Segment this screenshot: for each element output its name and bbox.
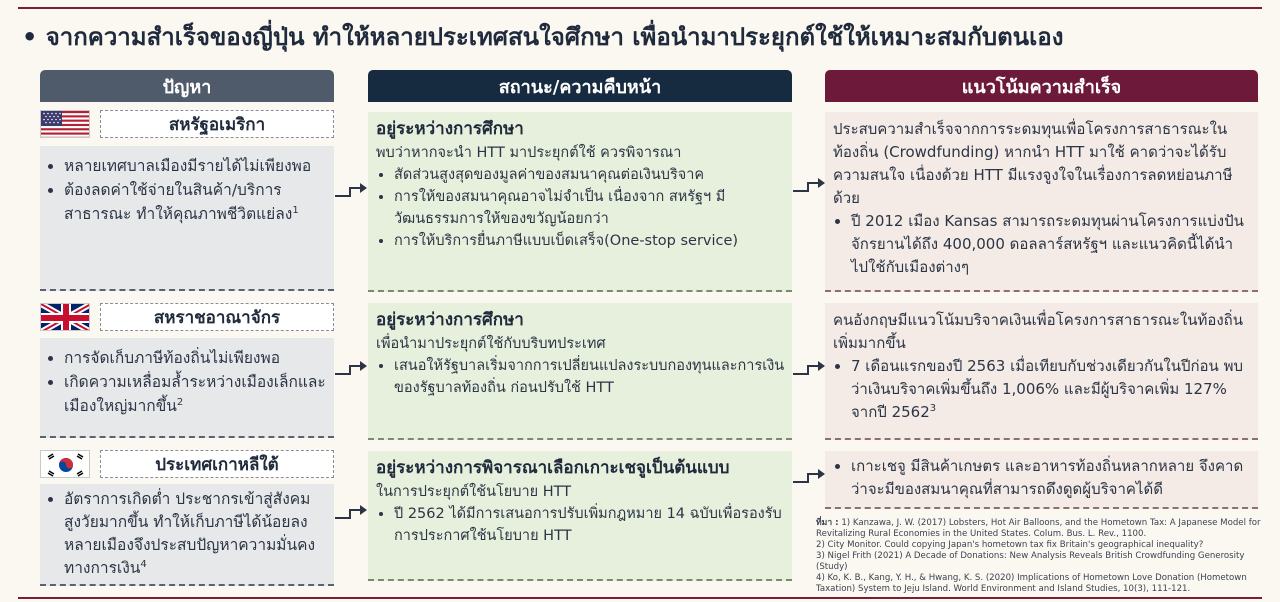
reference-item: 1) Kanzawa, J. W. (2017) Lobsters, Hot Air Balloons, and the Hometown Tax: A Japanese Model for Revitalizing Rural Economies in the United States. Colum. Bus. L. Rev., 1100. [816,518,1261,539]
top-rule [18,7,1262,9]
trend-box-korea [825,451,1258,509]
country-usa [40,110,334,138]
status-box-uk [368,303,792,440]
status-item: • สัดส่วนสูงสุดของมูลค่าของสมนาคุณต่อเงินบริจาค [394,164,786,186]
references-label: ที่มา : [816,518,839,528]
status-intro: ในการประยุกต์ใช้นโยบาย HTT [376,484,572,500]
bottom-rule [18,597,1262,599]
problem-item: • เกิดความเหลื่อมล้ำระหว่างเมืองเล็กและเมืองใหญ่มากขึ้น$^2$ [64,370,326,418]
arrow-icon [334,502,368,522]
trend-item: • เกาะเชจู มีสินค้าเกษตร และอาหารท้องถิ่นหลากหลาย จึงคาดว่าจะมีของสมนาคุณที่สามารถดึงดูดผู้บริจาคได้ดี [851,455,1250,501]
arrow-icon [334,180,368,200]
country-korea [40,450,334,478]
header-status: สถานะ/ความคืบหน้า [368,70,792,102]
problem-box-korea [40,484,334,586]
status-intro: เพื่อนำมาประยุกต์ใช้กับบริบทประเทศ [376,336,606,352]
status-title: อยู่ระหว่างการศึกษา [376,119,524,139]
status-box-usa [368,112,792,292]
problem-item: • การจัดเก็บภาษีท้องถิ่นไม่เพียงพอ [64,346,326,370]
arrow-icon [792,358,826,378]
problem-item: • ต้องลดค่าใช้จ่ายในสินค้า/บริการสาธารณะ ทำให้คุณภาพชีวิตแย่ลง$^1$ [64,178,326,226]
status-title: อยู่ระหว่างการพิจารณาเลือกเกาะเชจูเป็นต้นแบบ [376,458,730,478]
status-intro: พบว่าหากจะนำ HTT มาประยุกต์ใช้ ควรพิจารณา [376,145,682,161]
trend-box-uk [825,303,1258,440]
trend-box-usa [825,112,1258,292]
status-item: • ปี 2562 ได้มีการเสนอการปรับเพิ่มกฎหมาย 14 ฉบับเพื่อรองรับการประกาศใช้นโยบาย HTT [394,503,786,547]
trend-item: • ปี 2012 เมือง Kansas สามารถระดมทุนผ่านโครงการแบ่งปันจักรยานได้ถึง 400,000 ดอลลาร์สหรัฐฯ และแนวคิดนี้ได้นำไปใช้กับเมืองต่างๆ [851,210,1250,279]
korea-flag-icon [40,450,90,478]
country-uk [40,303,334,331]
status-box-korea [368,451,792,581]
arrow-icon [334,358,368,378]
trend-item: • 7 เดือนแรกของปี 2563 เมื่อเทียบกับช่วงเดียวกันในปีก่อน พบว่าเงินบริจาคเพิ่มขึ้นถึง 1,006% และมีผู้บริจาคเพิ่ม 127% จากปี 2562$^3$ [851,355,1250,424]
trend-intro: ประสบความสำเร็จจากการระดมทุนเพื่อโครงการสาธารณะในท้องถิ่น (Crowdfunding) หากนำ HTT มาใช้ คาดว่าจะได้รับความสนใจ เนื่องด้วย HTT มีแรงจูงใจในเรื่องการลดหย่อนภาษีด้วย [833,120,1233,207]
problem-item: • อัตราการเกิดต่ำ ประชากรเข้าสู่สังคมสูงวัยมากขึ้น ทำให้เก็บภาษีได้น้อยลง หลายเมืองจึงประสบปัญหาความมั่นคงทางการเงิน$^4$ [64,488,326,580]
header-problem: ปัญหา [40,70,334,102]
status-title: อยู่ระหว่างการศึกษา [376,310,524,330]
arrow-icon [792,466,826,486]
references [816,518,1268,595]
status-item: • การให้ของสมนาคุณอาจไม่จำเป็น เนื่องจาก สหรัฐฯ มีวัฒนธรรมการให้ของขวัญน้อยกว่า [394,186,786,230]
problem-item: • หลายเทศบาลเมืองมีรายได้ไม่เพียงพอ [64,154,326,178]
country-name-korea: ประเทศเกาหลีใต้ [100,450,334,478]
uk-flag-icon [40,303,90,331]
problem-box-uk [40,338,334,438]
status-item: • เสนอให้รัฐบาลเริ่มจากการเปลี่ยนแปลงระบบกองทุนและการเงินของรัฐบาลท้องถิ่น ก่อนปรับใช้ HTT [394,355,786,399]
country-name-usa: สหรัฐอเมริกา [100,110,334,138]
country-name-uk: สหราชอาณาจักร [100,303,334,331]
header-trend: แนวโน้มความสำเร็จ [825,70,1258,102]
page-title: • จากความสำเร็จของญี่ปุ่น ทำให้หลายประเทศสนใจศึกษา เพื่อนำมาประยุกต์ใช้ให้เหมาะสมกับตนเอง [22,23,1064,51]
reference-item: 3) Nigel Frith (2021) A Decade of Donations: New Analysis Reveals British Crowdfunding Generosity (Study) [816,551,1245,572]
us-flag-icon [40,110,90,138]
trend-intro: คนอังกฤษมีแนวโน้มบริจาคเงินเพื่อโครงการสาธารณะในท้องถิ่นเพิ่มมากขึ้น [833,311,1244,352]
reference-item: 2) City Monitor. Could copying Japan's hometown tax fix Britain's geographical inequality? [816,540,1204,550]
problem-box-usa [40,146,334,291]
status-item: • การให้บริการยื่นภาษีแบบเบ็ดเสร็จ(One-stop service) [394,230,786,252]
arrow-icon [792,175,826,195]
reference-item: 4) Ko, K. B., Kang, Y. H., & Hwang, K. S. (2020) Implications of Hometown Love Donation (Hometown Taxation) System to Jeju Island. World Environment and Island Studies, 10(3), 111-121. [816,573,1247,594]
